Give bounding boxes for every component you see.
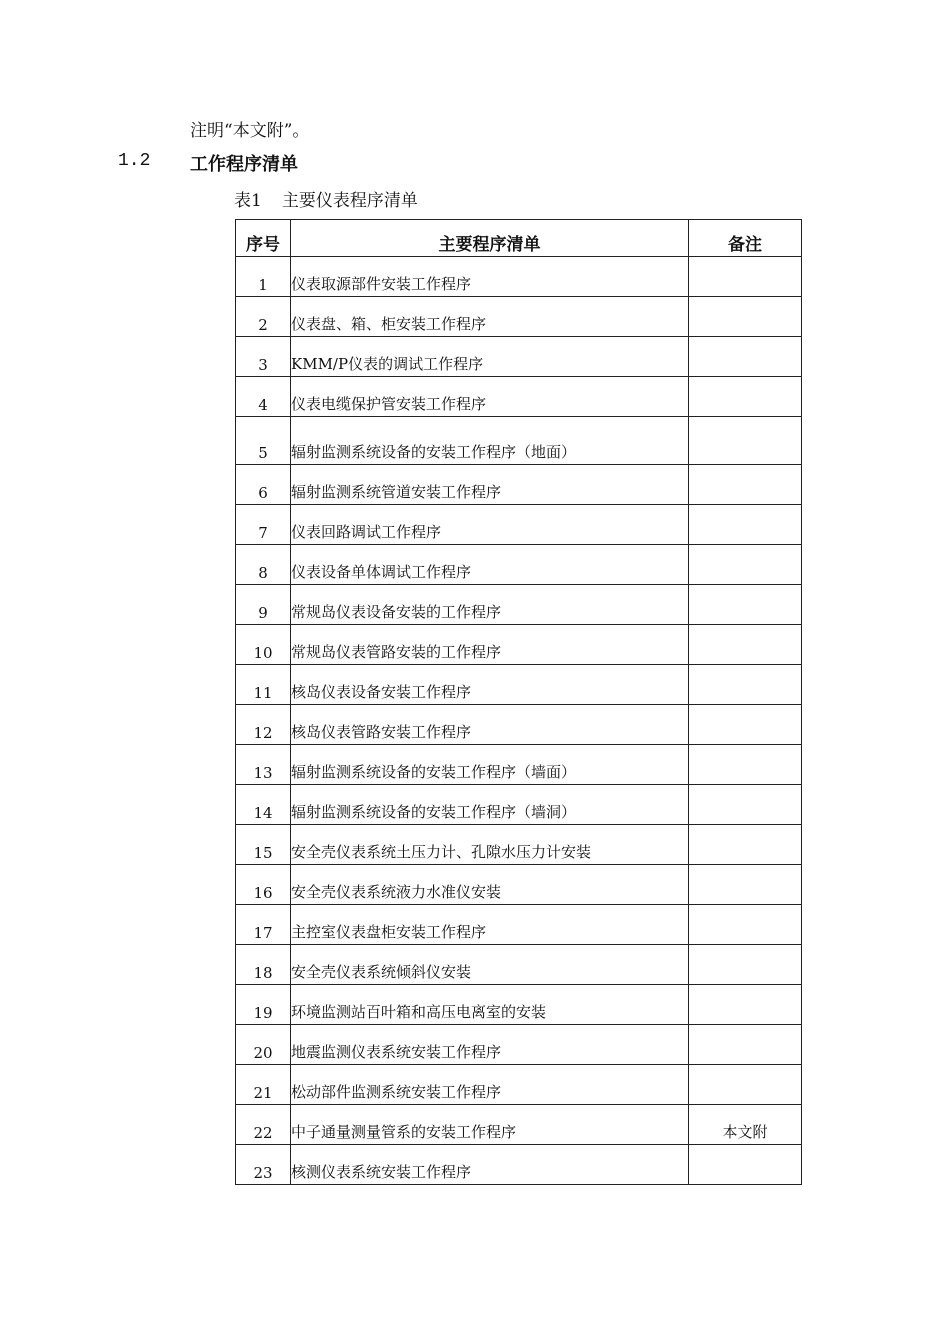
remark-cell bbox=[689, 825, 802, 865]
table-row bbox=[236, 377, 802, 417]
table-row bbox=[236, 945, 802, 985]
remark-cell bbox=[689, 665, 802, 705]
number-cell: 17 bbox=[236, 905, 291, 945]
table-row bbox=[236, 505, 802, 545]
section-title: 工作程序清单 bbox=[190, 154, 298, 175]
number-cell: 15 bbox=[236, 825, 291, 865]
number-cell: 12 bbox=[236, 705, 291, 745]
procedure-cell: 核岛仪表设备安装工作程序 bbox=[291, 665, 689, 705]
number-cell: 6 bbox=[236, 465, 291, 505]
table-row bbox=[236, 297, 802, 337]
number-cell: 13 bbox=[236, 745, 291, 785]
remark-cell bbox=[689, 337, 802, 377]
procedure-cell: KMM/P仪表的调试工作程序 bbox=[291, 337, 689, 377]
table-row bbox=[236, 1065, 802, 1105]
table-row bbox=[236, 865, 802, 905]
number-cell: 2 bbox=[236, 297, 291, 337]
table-row bbox=[236, 705, 802, 745]
procedure-table bbox=[235, 219, 802, 1185]
remark-cell bbox=[689, 1065, 802, 1105]
table-row bbox=[236, 585, 802, 625]
number-cell: 7 bbox=[236, 505, 291, 545]
procedure-cell: 安全壳仪表系统液力水准仪安装 bbox=[291, 865, 689, 905]
procedure-cell: 仪表盘、箱、柜安装工作程序 bbox=[291, 297, 689, 337]
procedure-cell: 松动部件监测系统安装工作程序 bbox=[291, 1065, 689, 1105]
remark-cell bbox=[689, 545, 802, 585]
procedure-cell: 仪表回路调试工作程序 bbox=[291, 505, 689, 545]
table-row bbox=[236, 465, 802, 505]
header-remark: 备注 bbox=[689, 220, 802, 257]
procedure-cell: 常规岛仪表设备安装的工作程序 bbox=[291, 585, 689, 625]
table-row bbox=[236, 545, 802, 585]
number-cell: 14 bbox=[236, 785, 291, 825]
procedure-cell: 仪表取源部件安装工作程序 bbox=[291, 257, 689, 297]
caption-title: 主要仪表程序清单 bbox=[281, 191, 418, 211]
procedure-cell: 核岛仪表管路安装工作程序 bbox=[291, 705, 689, 745]
table-row bbox=[236, 665, 802, 705]
number-cell: 1 bbox=[236, 257, 291, 297]
number-cell: 4 bbox=[236, 377, 291, 417]
procedure-cell: 常规岛仪表管路安装的工作程序 bbox=[291, 625, 689, 665]
table-header-row bbox=[236, 220, 802, 257]
caption-label: 表1 bbox=[234, 191, 262, 211]
number-cell: 10 bbox=[236, 625, 291, 665]
remark-cell bbox=[689, 465, 802, 505]
remark-cell bbox=[689, 1145, 802, 1185]
procedure-cell: 仪表设备单体调试工作程序 bbox=[291, 545, 689, 585]
remark-cell: 本文附 bbox=[689, 1105, 802, 1145]
number-cell: 18 bbox=[236, 945, 291, 985]
number-cell: 19 bbox=[236, 985, 291, 1025]
remark-cell bbox=[689, 905, 802, 945]
procedure-cell: 辐射监测系统设备的安装工作程序（地面） bbox=[291, 417, 689, 465]
number-cell: 8 bbox=[236, 545, 291, 585]
table-row bbox=[236, 337, 802, 377]
remark-cell bbox=[689, 505, 802, 545]
procedure-cell: 核测仪表系统安装工作程序 bbox=[291, 1145, 689, 1185]
number-cell: 11 bbox=[236, 665, 291, 705]
remark-cell bbox=[689, 1025, 802, 1065]
remark-cell bbox=[689, 985, 802, 1025]
number-cell: 20 bbox=[236, 1025, 291, 1065]
table-caption bbox=[234, 186, 418, 211]
table-row bbox=[236, 257, 802, 297]
table-row bbox=[236, 785, 802, 825]
remark-cell bbox=[689, 417, 802, 465]
header-number: 序号 bbox=[236, 220, 291, 257]
number-cell: 23 bbox=[236, 1145, 291, 1185]
number-cell: 21 bbox=[236, 1065, 291, 1105]
number-cell: 22 bbox=[236, 1105, 291, 1145]
table-row bbox=[236, 985, 802, 1025]
number-cell: 3 bbox=[236, 337, 291, 377]
header-procedure: 主要程序清单 bbox=[291, 220, 689, 257]
remark-cell bbox=[689, 865, 802, 905]
procedure-cell: 安全壳仪表系统倾斜仪安装 bbox=[291, 945, 689, 985]
table-row bbox=[236, 1145, 802, 1185]
remark-cell bbox=[689, 745, 802, 785]
procedure-cell: 仪表电缆保护管安装工作程序 bbox=[291, 377, 689, 417]
procedure-cell: 主控室仪表盘柜安装工作程序 bbox=[291, 905, 689, 945]
remark-cell bbox=[689, 705, 802, 745]
table-row bbox=[236, 745, 802, 785]
procedure-cell: 安全壳仪表系统土压力计、孔隙水压力计安装 bbox=[291, 825, 689, 865]
procedure-cell: 中子通量测量管系的安装工作程序 bbox=[291, 1105, 689, 1145]
number-cell: 9 bbox=[236, 585, 291, 625]
table-row bbox=[236, 905, 802, 945]
section-number: 1.2 bbox=[118, 151, 151, 171]
procedure-cell: 环境监测站百叶箱和高压电离室的安装 bbox=[291, 985, 689, 1025]
number-cell: 16 bbox=[236, 865, 291, 905]
procedure-cell: 辐射监测系统设备的安装工作程序（墙洞） bbox=[291, 785, 689, 825]
table-row bbox=[236, 825, 802, 865]
note-text: 注明“本文附”。 bbox=[190, 121, 310, 141]
procedure-cell: 辐射监测系统管道安装工作程序 bbox=[291, 465, 689, 505]
remark-cell bbox=[689, 585, 802, 625]
remark-cell bbox=[689, 625, 802, 665]
remark-cell bbox=[689, 785, 802, 825]
table-row bbox=[236, 1105, 802, 1145]
number-cell: 5 bbox=[236, 417, 291, 465]
table-row bbox=[236, 417, 802, 465]
table-row bbox=[236, 625, 802, 665]
remark-cell bbox=[689, 257, 802, 297]
remark-cell bbox=[689, 945, 802, 985]
table-row bbox=[236, 1025, 802, 1065]
remark-cell bbox=[689, 297, 802, 337]
remark-cell bbox=[689, 377, 802, 417]
procedure-cell: 辐射监测系统设备的安装工作程序（墙面） bbox=[291, 745, 689, 785]
procedure-cell: 地震监测仪表系统安装工作程序 bbox=[291, 1025, 689, 1065]
